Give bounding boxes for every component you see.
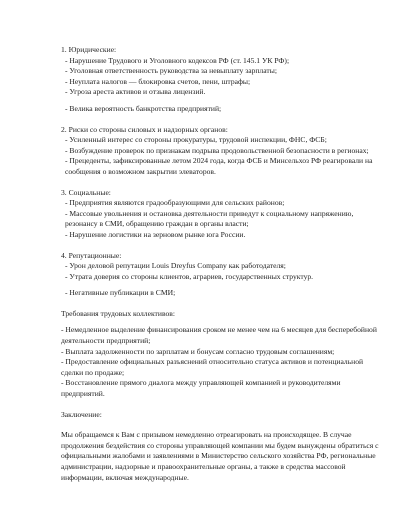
list-item: - Утрата доверия со стороны клиентов, аграриев, государственных структур. [65, 271, 314, 281]
list-item: - Угроза ареста активов и отзыва лицензий. [65, 87, 206, 97]
list-item: - Выплата задолженности по зарплатам и бонусам согласно трудовым соглашениям; [61, 346, 335, 356]
section-heading: Требования трудовых коллективов: [61, 308, 175, 318]
list-item: - Усиленный интерес со стороны прокуратуры, трудовой инспекции, ФНС, ФСБ; [65, 135, 327, 145]
section-legal [61, 45, 380, 115]
list-item: - Прецеденты, зафиксированные летом 2024 года, когда ФСБ и Минсельхоз РФ реагировали на сообщения о возможном закрытии элеваторов. [65, 156, 373, 176]
section-social [61, 188, 380, 241]
section-demands [61, 309, 380, 400]
list-item: - Урон деловой репутации Louis Dreyfus Company как работодателя; [65, 261, 286, 271]
list-item: - Неуплата налогов — блокировка счетов, пени, штрафы; [65, 76, 251, 86]
list-item: - Массовые увольнения и остановка деятельности приведут к социальному напряжению, резонансу в СМИ, обращению граждан в органы власти; [65, 208, 354, 229]
section-heading: 1. Юридические: [61, 45, 117, 54]
section-heading: 4. Репутационные: [61, 250, 122, 260]
section-enforcement-risks [61, 125, 380, 178]
list-item: - Немедленное выделение финансирования сроком не менее чем на 6 месяцев для бесперебойной деятельности предприятий; [61, 325, 377, 346]
list-item: - Негативные публикации в СМИ; [65, 288, 176, 298]
list-item: - Нарушение логистики на зерновом рынке юга России. [65, 229, 246, 239]
list-item: - Нарушение Трудового и Уголовного кодексов РФ (ст. 145.1 УК РФ); [65, 55, 290, 65]
section-reputational [61, 251, 380, 299]
section-heading: 3. Социальные: [61, 187, 111, 197]
list-item: - Возбуждение проверок по признакам подрыва продовольственной безопасности в регионах; [65, 145, 369, 155]
list-item: - Предприятия являются градообразующими для сельских районов; [65, 198, 285, 208]
list-item: - Восстановление прямого диалога между управляющей компанией и руководителями предприятий. [61, 378, 341, 399]
list-item: - Велика вероятность банкротства предприятий; [65, 103, 222, 113]
section-heading: 2. Риски со стороны силовых и надзорных органов: [61, 124, 228, 134]
section-conclusion [61, 410, 380, 484]
list-item: - Предоставление официальных разъяснений относительно статуса активов и потенциальной сделки по продаже; [61, 357, 364, 377]
conclusion-paragraph: Мы обращаемся к Вам с призывом немедленно отреагировать на происходящее. В случае продолжения бездействия со стороны управляющей компании мы будем вынуждены обратиться с официальными жалобами и заявлениями в Министерство сельского хозяйства РФ, региональные администрации, надзорные и правоохранительные органы, а также в средства массовой информации, включая международные. [61, 430, 379, 482]
section-heading: Заключение: [61, 409, 102, 419]
list-item: - Уголовная ответственность руководства за невыплату зарплаты; [65, 66, 277, 76]
